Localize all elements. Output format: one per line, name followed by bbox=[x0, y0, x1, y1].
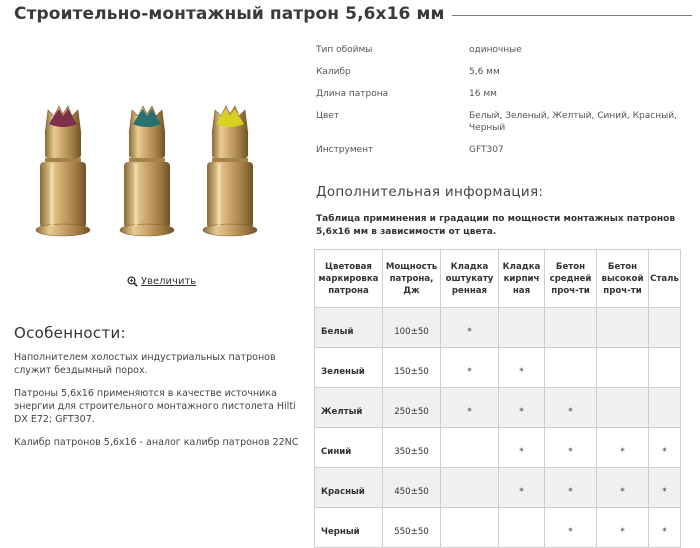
table-caption: Таблица приминения и градации по мощности монтажных патронов 5,6х16 мм в зависимости от цвета. bbox=[316, 214, 676, 237]
spec-value: Белый, Зеленый, Желтый, Синий, Красный, Черный bbox=[469, 111, 677, 133]
page-title: Строительно-монтажный патрон 5,6х16 мм bbox=[14, 4, 445, 24]
suitability-cell bbox=[597, 388, 649, 428]
color-name-cell: Синий bbox=[315, 428, 383, 468]
suitability-cell: * bbox=[545, 388, 597, 428]
cartridge-image-yellow bbox=[199, 104, 261, 244]
table-header-cell: Бетон высокой проч-ти bbox=[597, 250, 649, 308]
suitability-cell bbox=[649, 308, 681, 348]
zoom-label: Увеличить bbox=[141, 276, 197, 287]
suitability-cell: * bbox=[649, 468, 681, 508]
feature-paragraph: Наполнителем холостых индустриальных патронов служит бездымный порох. bbox=[14, 352, 276, 376]
suitability-cell: * bbox=[545, 468, 597, 508]
spec-value: 16 мм bbox=[469, 89, 497, 99]
power-cell: 100±50 bbox=[383, 308, 441, 348]
table-header-cell: Цветовая маркировка патрона bbox=[315, 250, 383, 308]
suitability-cell: * bbox=[649, 428, 681, 468]
table-header-cell: Сталь bbox=[649, 250, 681, 308]
power-table bbox=[314, 249, 681, 548]
color-name-cell: Красный bbox=[315, 468, 383, 508]
features-text bbox=[14, 351, 304, 459]
suitability-cell bbox=[649, 348, 681, 388]
suitability-cell: * bbox=[441, 388, 499, 428]
suitability-cell bbox=[545, 308, 597, 348]
color-name-cell: Белый bbox=[315, 308, 383, 348]
suitability-cell: * bbox=[441, 308, 499, 348]
table-header-row bbox=[315, 250, 681, 308]
spec-row bbox=[316, 66, 686, 78]
table-row bbox=[315, 508, 681, 548]
spec-row bbox=[316, 144, 686, 156]
color-name-cell: Желтый bbox=[315, 388, 383, 428]
spec-label: Длина патрона bbox=[316, 89, 389, 99]
table-body bbox=[315, 308, 681, 548]
color-name-cell: Зеленый bbox=[315, 348, 383, 388]
spec-label: Тип обоймы bbox=[316, 45, 373, 55]
suitability-cell bbox=[597, 348, 649, 388]
suitability-cell bbox=[441, 468, 499, 508]
spec-row bbox=[316, 110, 686, 134]
cartridge-image-purple bbox=[32, 104, 94, 244]
table-row bbox=[315, 348, 681, 388]
table-header-cell: Кладка оштукату ренная bbox=[441, 250, 499, 308]
table-row bbox=[315, 388, 681, 428]
suitability-cell: * bbox=[499, 468, 545, 508]
suitability-cell: * bbox=[597, 508, 649, 548]
suitability-cell: * bbox=[597, 428, 649, 468]
power-cell: 350±50 bbox=[383, 428, 441, 468]
spec-label: Инструмент bbox=[316, 145, 374, 155]
suitability-cell bbox=[649, 388, 681, 428]
spec-value: одиночные bbox=[469, 45, 522, 55]
spec-row bbox=[316, 88, 686, 100]
spec-value: GFT307 bbox=[469, 145, 504, 155]
spec-label: Калибр bbox=[316, 67, 351, 77]
power-cell: 450±50 bbox=[383, 468, 441, 508]
suitability-cell bbox=[499, 308, 545, 348]
suitability-cell bbox=[441, 428, 499, 468]
table-header-cell: Кладка кирпич ная bbox=[499, 250, 545, 308]
suitability-cell: * bbox=[499, 428, 545, 468]
suitability-cell: * bbox=[545, 428, 597, 468]
suitability-cell bbox=[597, 308, 649, 348]
table-header-cell: Бетон средней проч-ти bbox=[545, 250, 597, 308]
power-cell: 150±50 bbox=[383, 348, 441, 388]
spec-value: 5,6 мм bbox=[469, 67, 500, 77]
feature-paragraph: Калибр патронов 5,6х16 - аналог калибр патронов 22NC bbox=[14, 437, 299, 448]
title-divider bbox=[452, 15, 692, 16]
spec-row bbox=[316, 44, 686, 56]
suitability-cell: * bbox=[499, 348, 545, 388]
magnifier-icon bbox=[127, 276, 138, 287]
specs-list bbox=[316, 44, 686, 166]
table-row bbox=[315, 308, 681, 348]
cartridge-image-green bbox=[116, 104, 178, 244]
suitability-cell: * bbox=[441, 348, 499, 388]
table-row bbox=[315, 428, 681, 468]
suitability-cell: * bbox=[545, 508, 597, 548]
table-header-cell: Мощность патрона, Дж bbox=[383, 250, 441, 308]
zoom-link[interactable] bbox=[127, 276, 196, 287]
power-cell: 550±50 bbox=[383, 508, 441, 548]
features-title: Особенности: bbox=[14, 324, 126, 342]
spec-label: Цвет bbox=[316, 111, 340, 121]
color-name-cell: Черный bbox=[315, 508, 383, 548]
feature-paragraph: Патроны 5,6х16 применяются в качестве источника энергии для строительного монтажного пистолета Hilti DX E72; GFT307. bbox=[14, 388, 296, 425]
table-row bbox=[315, 468, 681, 508]
suitability-cell bbox=[545, 348, 597, 388]
suitability-cell: * bbox=[499, 388, 545, 428]
suitability-cell bbox=[441, 508, 499, 548]
additional-info-title: Дополнительная информация: bbox=[316, 184, 544, 200]
suitability-cell: * bbox=[597, 468, 649, 508]
suitability-cell bbox=[499, 508, 545, 548]
power-cell: 250±50 bbox=[383, 388, 441, 428]
suitability-cell: * bbox=[649, 508, 681, 548]
